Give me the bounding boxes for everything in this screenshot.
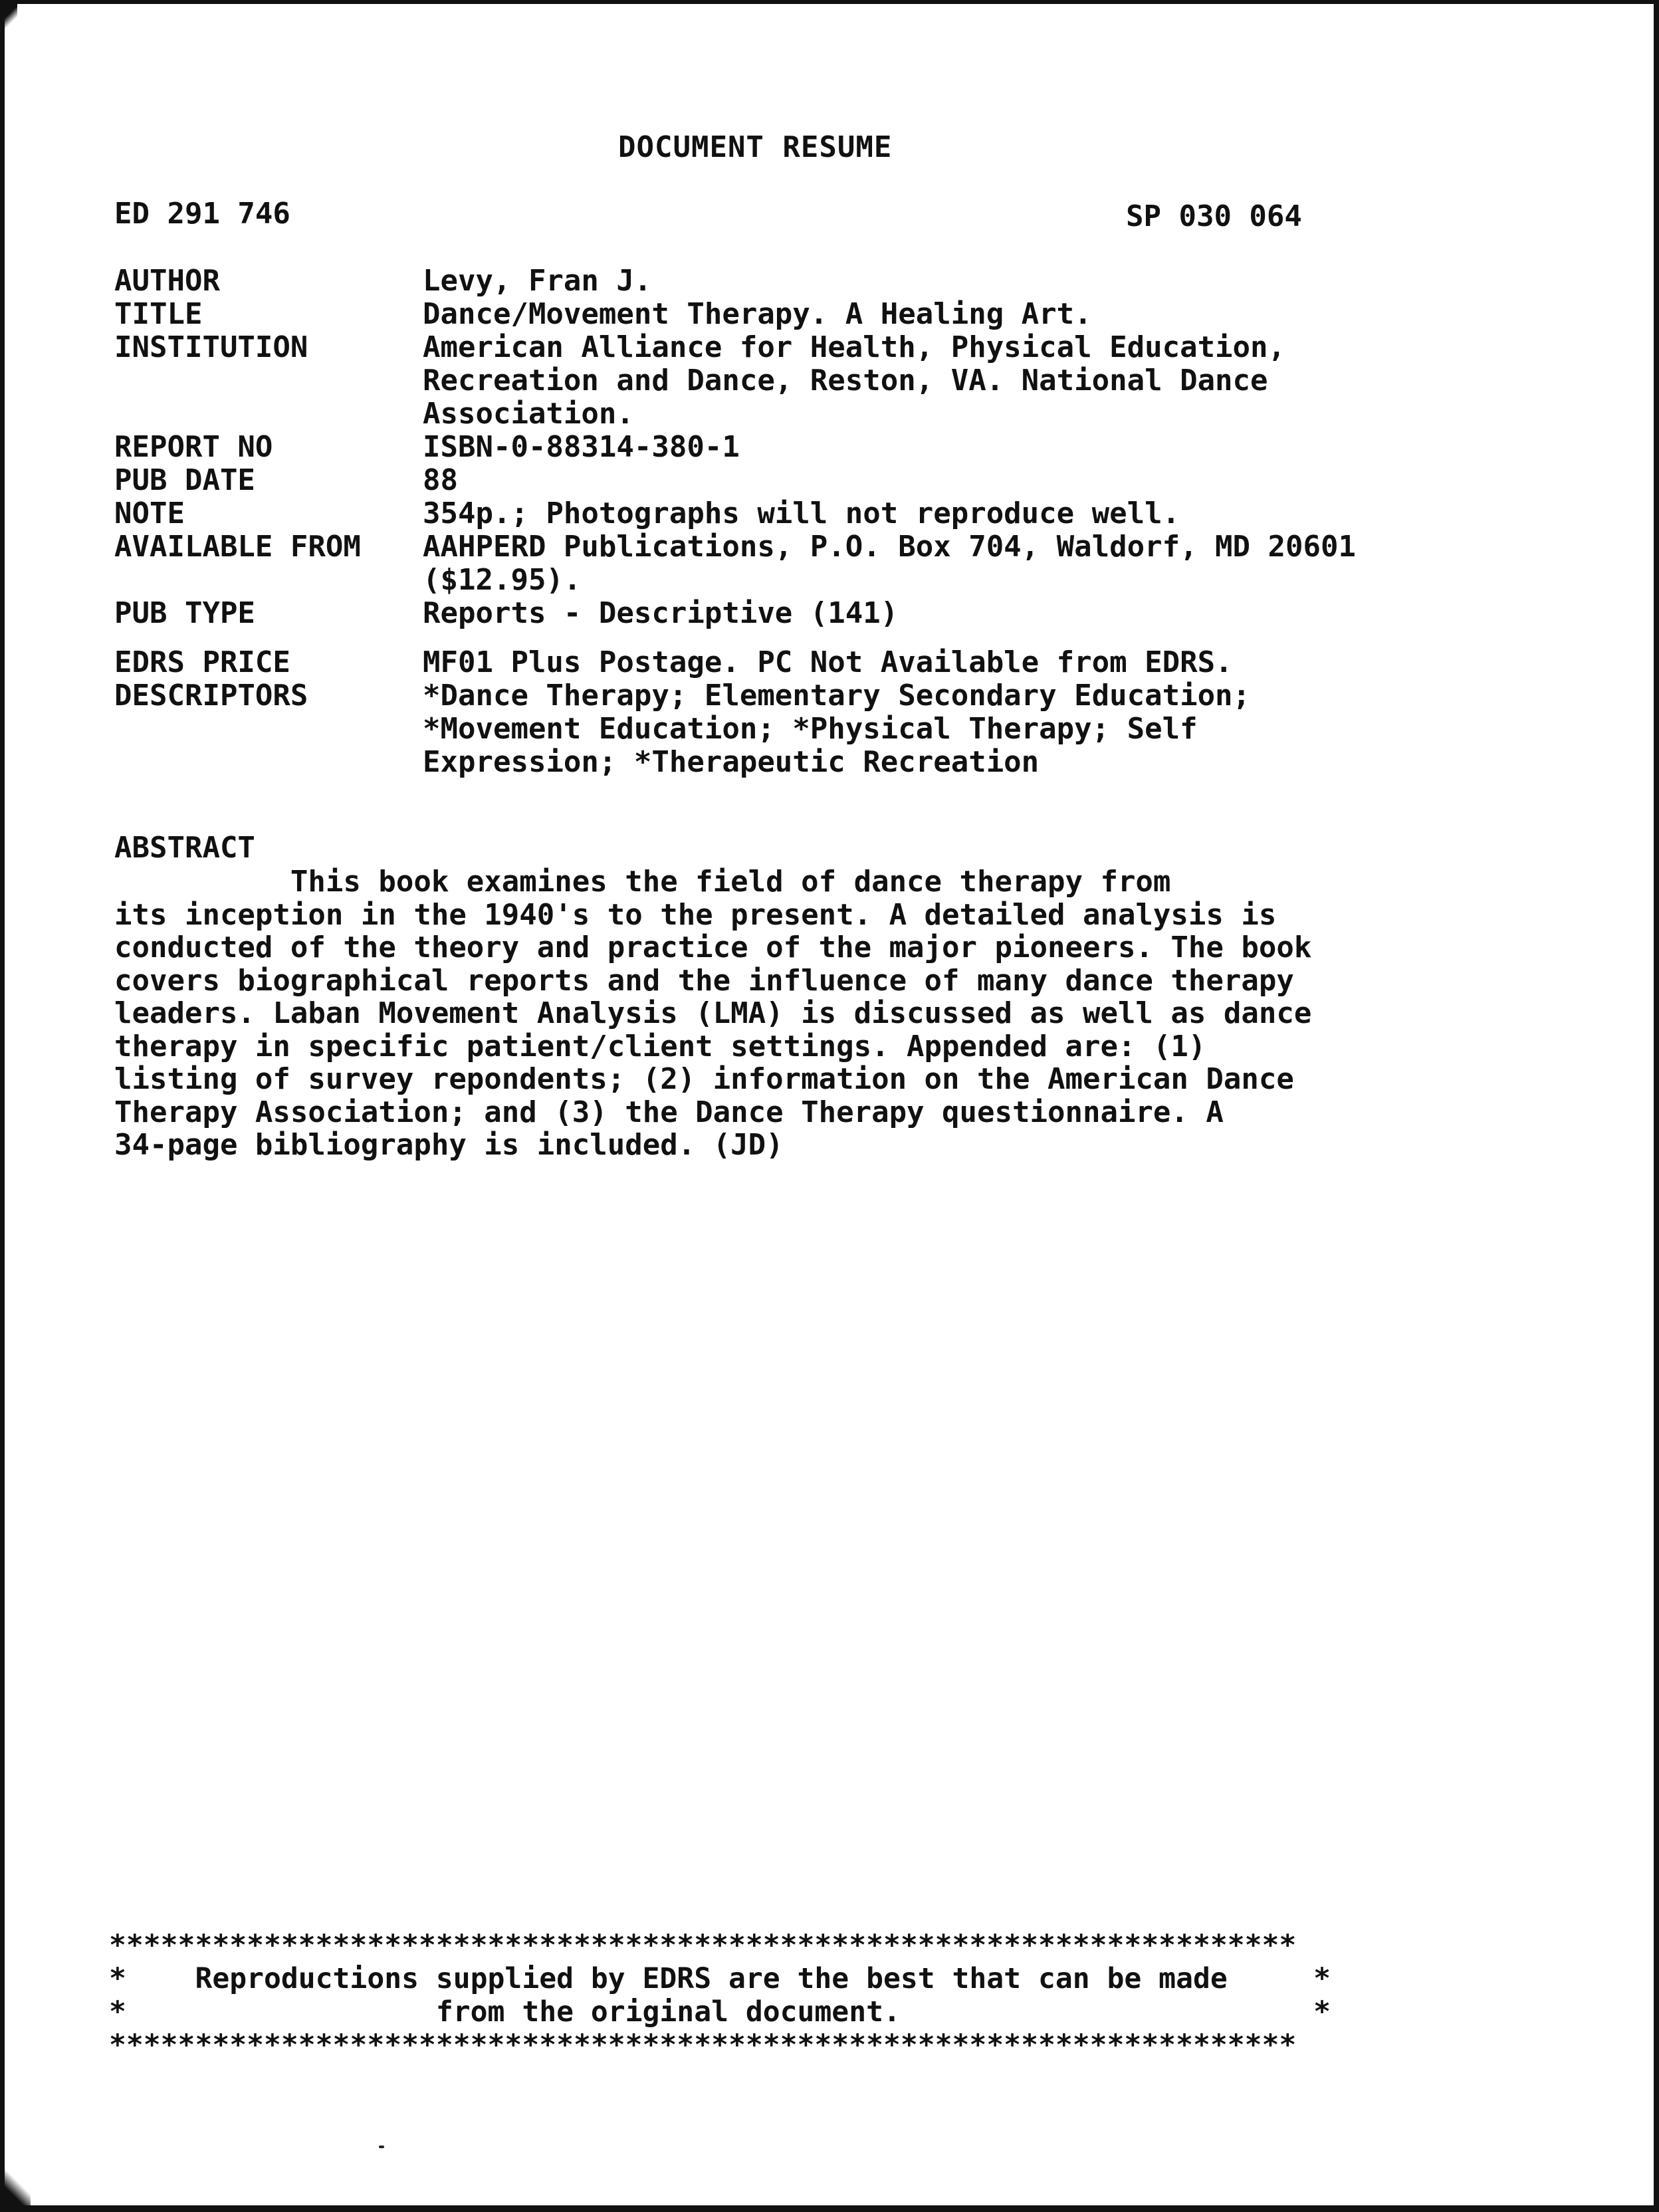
field-label: TITLE xyxy=(114,297,203,331)
reproduction-notice-box: ********************************************************************* * Reproductions supplied by EDRS are the best that can be made * * from the original document. * ********************************************************************* xyxy=(109,1929,1331,2062)
scan-edge-right xyxy=(1654,0,1659,2212)
field-title xyxy=(114,298,1550,331)
field-report-no xyxy=(114,431,1550,464)
sp-number: SP 030 064 xyxy=(1126,199,1302,233)
scan-corner-top-left xyxy=(0,0,17,40)
field-value: MF01 Plus Postage. PC Not Available from EDRS. xyxy=(423,645,1233,679)
field-value: AAHPERD Publications, P.O. Box 704, Waldorf, MD 20601 ($12.95). xyxy=(423,530,1356,597)
field-note xyxy=(114,497,1550,530)
field-value: Levy, Fran J. xyxy=(423,264,652,298)
field-edrs-price xyxy=(114,646,1550,679)
field-value: American Alliance for Health, Physical Education, Recreation and Dance, Reston, VA. National Dance Association. xyxy=(423,330,1286,431)
abstract-text: This book examines the field of dance therapy from its inception in the 1940's to the present. A detailed analysis is conducted of the theory and practice of the major pioneers. The book covers biographical reports and the influence of many dance therapy leaders. Laban Movement Analysis (LMA) is discussed as well as dance therapy in specific patient/client settings. Appended are: (1) listing of survey repondents; (2) information on the American Dance Therapy Association; and (3) the Dance Therapy questionnaire. A 34-page bibliography is included. (JD) xyxy=(114,865,1312,1162)
scan-corner-bottom-left xyxy=(0,2168,31,2212)
field-available-from xyxy=(114,530,1550,597)
field-label: AVAILABLE FROM xyxy=(114,530,361,564)
field-label: PUB TYPE xyxy=(114,596,255,630)
field-pub-date xyxy=(114,464,1550,497)
field-pub-type xyxy=(114,597,1550,630)
field-label: EDRS PRICE xyxy=(114,645,290,679)
scan-edge-bottom xyxy=(0,2205,1659,2212)
field-label: PUB DATE xyxy=(114,463,255,497)
field-label: AUTHOR xyxy=(114,264,220,298)
field-author xyxy=(114,265,1550,298)
abstract-label: ABSTRACT xyxy=(114,831,255,865)
field-label: REPORT NO xyxy=(114,430,273,464)
field-value: Dance/Movement Therapy. A Healing Art. xyxy=(423,297,1092,331)
field-value: 88 xyxy=(423,463,458,497)
scan-edge-left xyxy=(0,0,5,2212)
field-label: NOTE xyxy=(114,497,185,530)
field-label: DESCRIPTORS xyxy=(114,679,308,713)
scan-edge-top xyxy=(0,0,1659,4)
field-value: *Dance Therapy; Elementary Secondary Education; *Movement Education; *Physical Therapy; Self Expression; *Therapeutic Recreation xyxy=(423,679,1251,779)
scan-speck xyxy=(379,2146,384,2148)
field-institution xyxy=(114,331,1550,431)
resume-fields xyxy=(114,265,1550,779)
field-descriptors xyxy=(114,679,1550,779)
field-label: INSTITUTION xyxy=(114,330,308,364)
field-value: 354p.; Photographs will not reproduce well. xyxy=(423,497,1180,530)
document-title: DOCUMENT RESUME xyxy=(618,130,893,164)
field-value: Reports - Descriptive (141) xyxy=(423,596,899,630)
ed-number: ED 291 746 xyxy=(114,197,290,231)
field-value: ISBN-0-88314-380-1 xyxy=(423,430,740,464)
